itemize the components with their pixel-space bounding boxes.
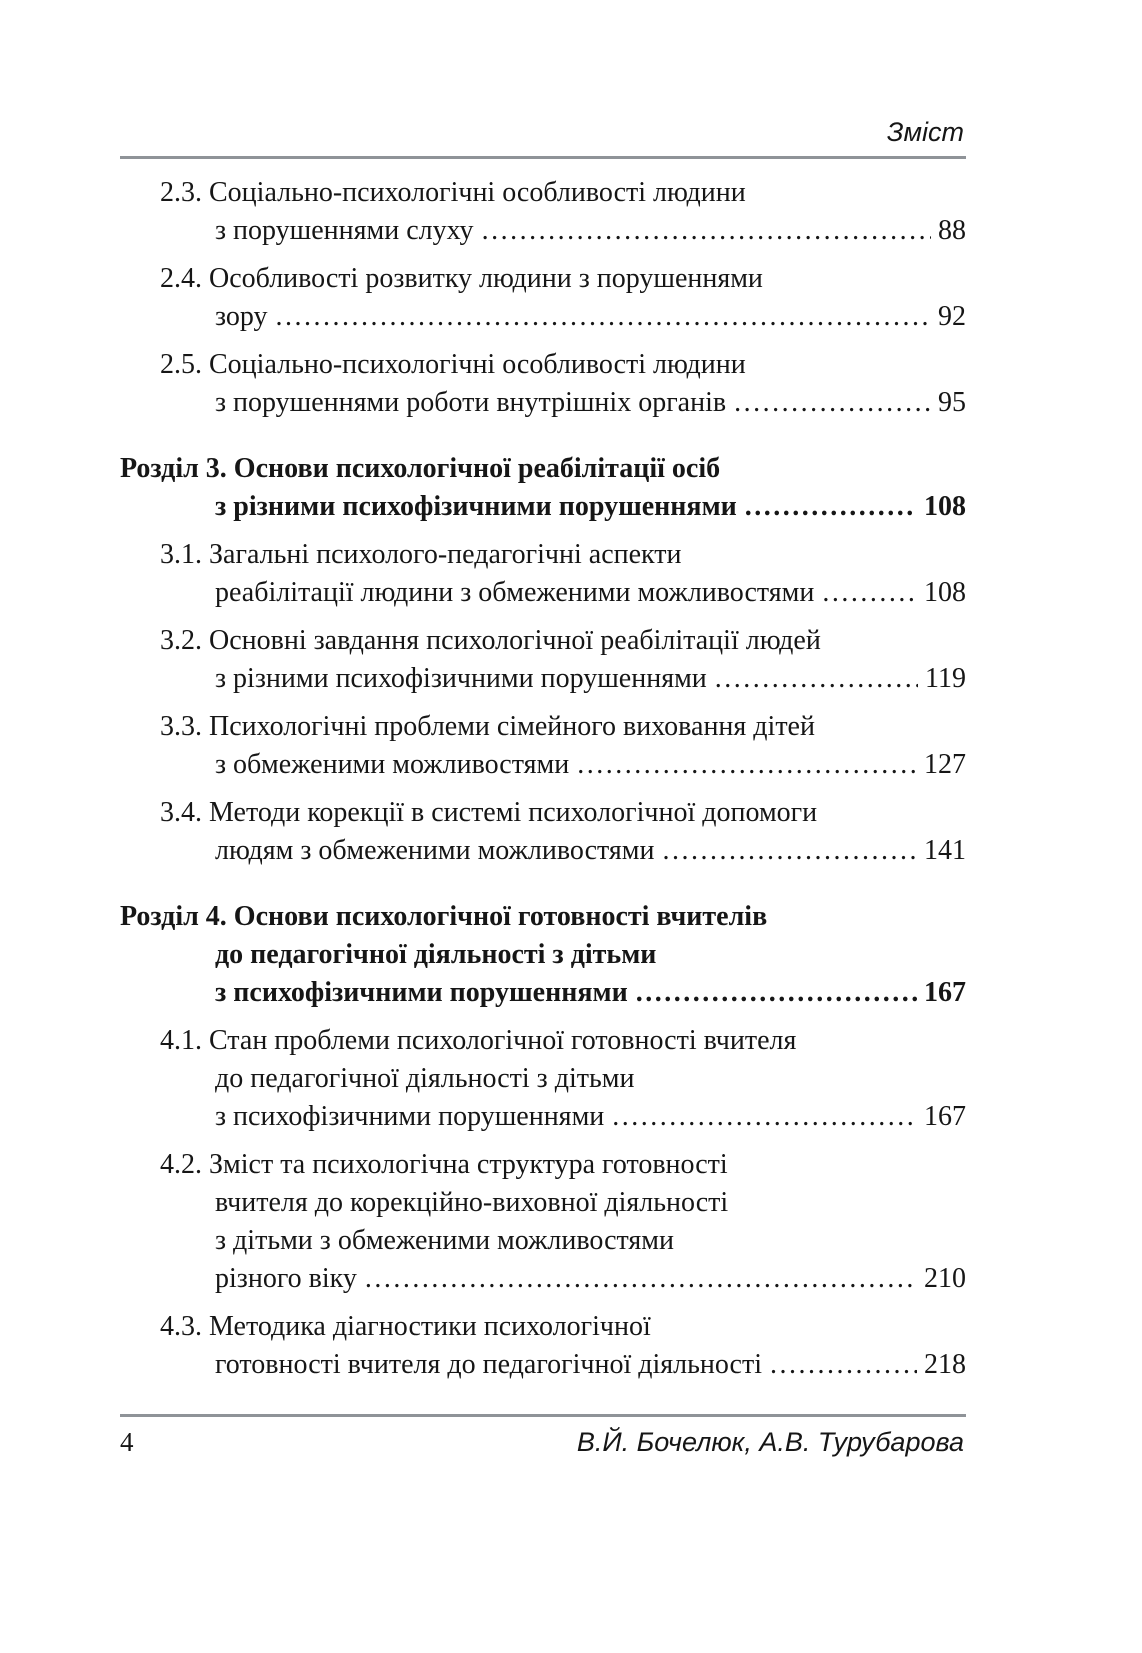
- toc-item-entry: [120, 1146, 966, 1298]
- dot-leader: [365, 1260, 917, 1298]
- toc-line: [160, 1146, 966, 1184]
- toc-line: [160, 536, 966, 574]
- toc-line-text: з різними психофізичними порушеннями: [215, 491, 737, 522]
- toc-page-number: 119: [925, 663, 966, 694]
- toc-line-text: з різними психофізичними порушеннями: [215, 663, 707, 694]
- toc-line-text: 2.4. Особливості розвитку людини з порушеннями: [160, 263, 763, 294]
- dot-leader: [612, 1098, 917, 1136]
- toc-line: [160, 1022, 966, 1060]
- toc-line-text: Розділ 3. Основи психологічної реабілітації осіб: [120, 453, 721, 484]
- toc-page-number: 88: [938, 215, 966, 246]
- toc-line-text: до педагогічної діяльності з дітьми: [215, 1063, 635, 1094]
- footer-page-number: 4: [120, 1427, 134, 1457]
- toc-chapter-entry: [120, 898, 966, 1012]
- toc-page-number: 167: [924, 1101, 966, 1132]
- toc-line: [120, 898, 966, 936]
- toc-line: [215, 936, 966, 974]
- toc-line-text: 2.3. Соціально-психологічні особливості людини: [160, 177, 746, 208]
- toc-line-text: з психофізичними порушеннями: [215, 1101, 605, 1132]
- dot-leader: [276, 298, 931, 336]
- toc-chapter-entry: [120, 450, 966, 526]
- toc-page-number: 108: [924, 491, 966, 522]
- toc-line: [215, 212, 966, 250]
- toc-line-text: 4.1. Стан проблеми психологічної готовності вчителя: [160, 1025, 797, 1056]
- dot-leader: [770, 1346, 917, 1384]
- toc-list: [120, 174, 966, 1384]
- toc-item-entry: [120, 260, 966, 336]
- footer-rule: [120, 1414, 966, 1417]
- toc-line-text: з обмеженими можливостями: [215, 749, 570, 780]
- toc-line-text: 4.3. Методика діагностики психологічної: [160, 1311, 651, 1342]
- toc-line: [160, 260, 966, 298]
- toc-line-text: 3.1. Загальні психолого-педагогічні аспекти: [160, 539, 682, 570]
- toc-line: [160, 622, 966, 660]
- toc-line-text: з порушеннями слуху: [215, 215, 474, 246]
- toc-line-text: готовності вчителя до педагогічної діяльності: [215, 1349, 762, 1380]
- toc-line: [215, 1346, 966, 1384]
- toc-line-text: зору: [215, 301, 268, 332]
- toc-line-text: Розділ 4. Основи психологічної готовності вчителів: [120, 901, 768, 932]
- toc-line: [215, 1060, 966, 1098]
- toc-line: [215, 298, 966, 336]
- toc-page-number: 218: [924, 1349, 966, 1380]
- toc-line-text: вчителя до корекційно-виховної діяльності: [215, 1187, 729, 1218]
- footer-row: [120, 1425, 966, 1459]
- page-footer: [120, 1406, 966, 1459]
- toc-item-entry: [120, 622, 966, 698]
- page-header: [120, 116, 966, 159]
- toc-item-entry: [120, 1022, 966, 1136]
- toc-line: [160, 794, 966, 832]
- toc-line-text: людям з обмеженими можливостями: [215, 835, 655, 866]
- header-rule: [120, 156, 966, 159]
- toc-page-number: 92: [938, 301, 966, 332]
- dot-leader: [482, 212, 931, 250]
- toc-item-entry: [120, 346, 966, 422]
- toc-line-text: 3.4. Методи корекції в системі психологічної допомоги: [160, 797, 818, 828]
- toc-line-text: з психофізичними порушеннями: [215, 977, 628, 1008]
- toc-page-number: 210: [924, 1263, 966, 1294]
- footer-authors: В.Й. Бочелюк, А.В. Турубарова: [576, 1427, 964, 1457]
- dot-leader: [663, 832, 918, 870]
- toc-line: [215, 746, 966, 784]
- toc-line: [215, 384, 966, 422]
- dot-leader: [577, 746, 917, 784]
- toc-item-entry: [120, 174, 966, 250]
- dot-leader: [636, 974, 917, 1012]
- dot-leader: [734, 384, 931, 422]
- toc-line-text: реабілітації людини з обмеженими можливостями: [215, 577, 815, 608]
- toc-page-number: 127: [924, 749, 966, 780]
- toc-item-entry: [120, 794, 966, 870]
- dot-leader: [822, 574, 917, 612]
- toc-item-entry: [120, 708, 966, 784]
- toc-line-text: 3.3. Психологічні проблеми сімейного виховання дітей: [160, 711, 815, 742]
- toc-line: [215, 574, 966, 612]
- toc-line: [160, 174, 966, 212]
- toc-line: [160, 346, 966, 384]
- toc-page-number: 141: [924, 835, 966, 866]
- toc-line-text: різного віку: [215, 1263, 357, 1294]
- toc-item-entry: [120, 1308, 966, 1384]
- toc-line: [160, 708, 966, 746]
- toc-line: [215, 832, 966, 870]
- toc-line-text: 3.2. Основні завдання психологічної реабілітації людей: [160, 625, 821, 656]
- table-of-contents: [120, 174, 966, 1394]
- dot-leader: [745, 488, 917, 526]
- toc-line-text: 2.5. Соціально-психологічні особливості людини: [160, 349, 746, 380]
- toc-line: [215, 1184, 966, 1222]
- toc-line: [160, 1308, 966, 1346]
- toc-page-number: 167: [924, 977, 966, 1008]
- toc-line: [215, 974, 966, 1012]
- toc-line: [215, 1222, 966, 1260]
- toc-line: [215, 1098, 966, 1136]
- toc-line: [215, 1260, 966, 1298]
- dot-leader: [715, 660, 918, 698]
- toc-item-entry: [120, 536, 966, 612]
- toc-line-text: з дітьми з обмеженими можливостями: [215, 1225, 674, 1256]
- header-title: Зміст: [886, 117, 964, 147]
- toc-line: [120, 450, 966, 488]
- toc-line: [215, 488, 966, 526]
- toc-line-text: до педагогічної діяльності з дітьми: [215, 939, 657, 970]
- toc-line: [215, 660, 966, 698]
- toc-page-number: 95: [938, 387, 966, 418]
- toc-line-text: з порушеннями роботи внутрішніх органів: [215, 387, 727, 418]
- toc-line-text: 4.2. Зміст та психологічна структура готовності: [160, 1149, 728, 1180]
- toc-page-number: 108: [924, 577, 966, 608]
